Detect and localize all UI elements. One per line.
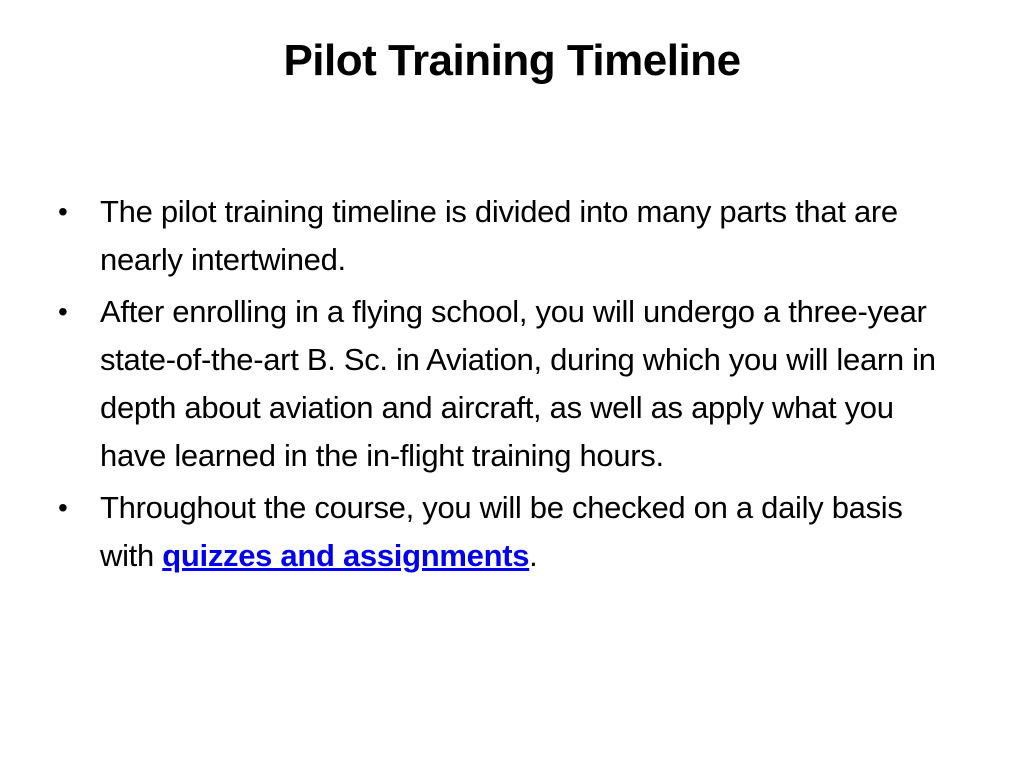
bullet-icon: •: [58, 492, 68, 523]
bullet-icon: •: [58, 196, 68, 227]
bullet-text: After enrolling in a flying school, you will undergo a three-year state-of-the-art B. Sc. in Aviation, during which you will learn in depth about aviation and aircraft, as well as apply what you have learned in the in-flight training hours.: [100, 294, 936, 473]
bullet-icon: •: [58, 296, 68, 327]
bullet-text-after-link: .: [529, 538, 538, 573]
bullet-list: [58, 188, 958, 584]
bullet-item-1: [58, 188, 958, 284]
bullet-text-before-link: Throughout the course, you will be checked on a daily basis with: [100, 490, 903, 573]
bullet-item-3: [58, 484, 958, 580]
quizzes-and-assignments-link[interactable]: quizzes and assignments: [162, 538, 530, 573]
slide-title: Pilot Training Timeline: [283, 36, 741, 85]
bullet-text: The pilot training timeline is divided into many parts that are nearly intertwined.: [100, 194, 898, 277]
bullet-item-2: [58, 288, 958, 480]
